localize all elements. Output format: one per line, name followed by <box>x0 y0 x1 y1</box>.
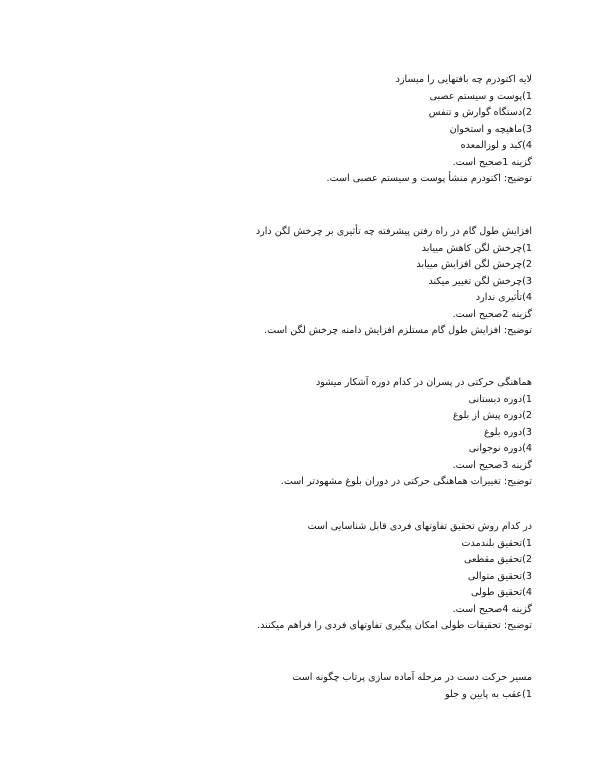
option-1: 1)دوره دبستانی <box>468 393 532 405</box>
option-2: 2)تحقیق مقطعی <box>463 554 532 565</box>
option-4: 4)دوره نوجوانی <box>468 443 532 454</box>
option-1: 1)چرخش لگن کاهش مییابد <box>421 242 532 254</box>
question-text: مسیر حرکت دست در مرحله آماده سازی پرتاب چگونه است <box>292 672 532 683</box>
option-2: 2)دستگاه گوارش و تنفس <box>428 107 532 118</box>
question-block-3 <box>62 375 532 491</box>
option-3: 3)ماهیچه و استخوان <box>449 123 532 135</box>
explanation-line: توضیح: اکتودرم منشأ پوست و سیستم عصبی است. <box>326 173 532 184</box>
answer-line: گزینه 2صحیح است. <box>452 308 532 320</box>
question-block-4 <box>62 519 532 635</box>
question-text: در کدام روش تحقیق تفاوتهای فردی قابل شناسایی است <box>307 521 532 532</box>
option-3: 3)دوره بلوغ <box>484 426 532 438</box>
explanation-line: توضیح: تغییرات هماهنگی حرکتی در دوران بلوغ مشهودتر است. <box>280 476 532 487</box>
question-text: هماهنگی حرکتی در پسران در کدام دوره آشکار میشود <box>315 377 532 388</box>
option-4: 4)کبد و لوزالمعده <box>460 140 532 151</box>
option-3: 3)تحقیق متوالی <box>467 570 532 582</box>
answer-line: گزینه 3صحیح است. <box>452 459 532 471</box>
option-3: 3)چرخش لگن تغییر میکند <box>428 275 532 287</box>
option-2: 2)دوره پیش از بلوغ <box>452 410 532 421</box>
explanation-line: توضیح: افزایش طول گام مستلزم افزایش دامنه چرخش لگن است. <box>264 325 532 336</box>
answer-line: گزینه 4صحیح است. <box>452 603 532 615</box>
question-block-5 <box>62 670 532 703</box>
question-text: افزایش طول گام در راه رفتن پیشرفته چه تأثیری بر چرخش لگن دارد <box>255 226 532 237</box>
question-text: لایه اکتودرم چه بافتهایی را میسازد <box>395 74 532 85</box>
option-1: 1)پوست و سیستم عصبی <box>429 90 532 102</box>
question-block-1 <box>62 72 532 188</box>
option-1: 1)تحقیق بلندمدت <box>461 537 532 549</box>
option-4: 4)تحقیق طولی <box>470 587 532 598</box>
option-4: 4)تأثیری ندارد <box>475 292 532 303</box>
explanation-line: توضیح: تحقیقات طولی امکان پیگیری تفاوتهای فردی را فراهم میکنند. <box>257 620 532 631</box>
option-2: 2)چرخش لگن افزایش مییابد <box>416 259 532 270</box>
option-1: 1)عقب به پایین و جلو <box>444 688 532 700</box>
question-block-2 <box>62 224 532 340</box>
answer-line: گزینه 1صحیح است. <box>452 156 532 168</box>
